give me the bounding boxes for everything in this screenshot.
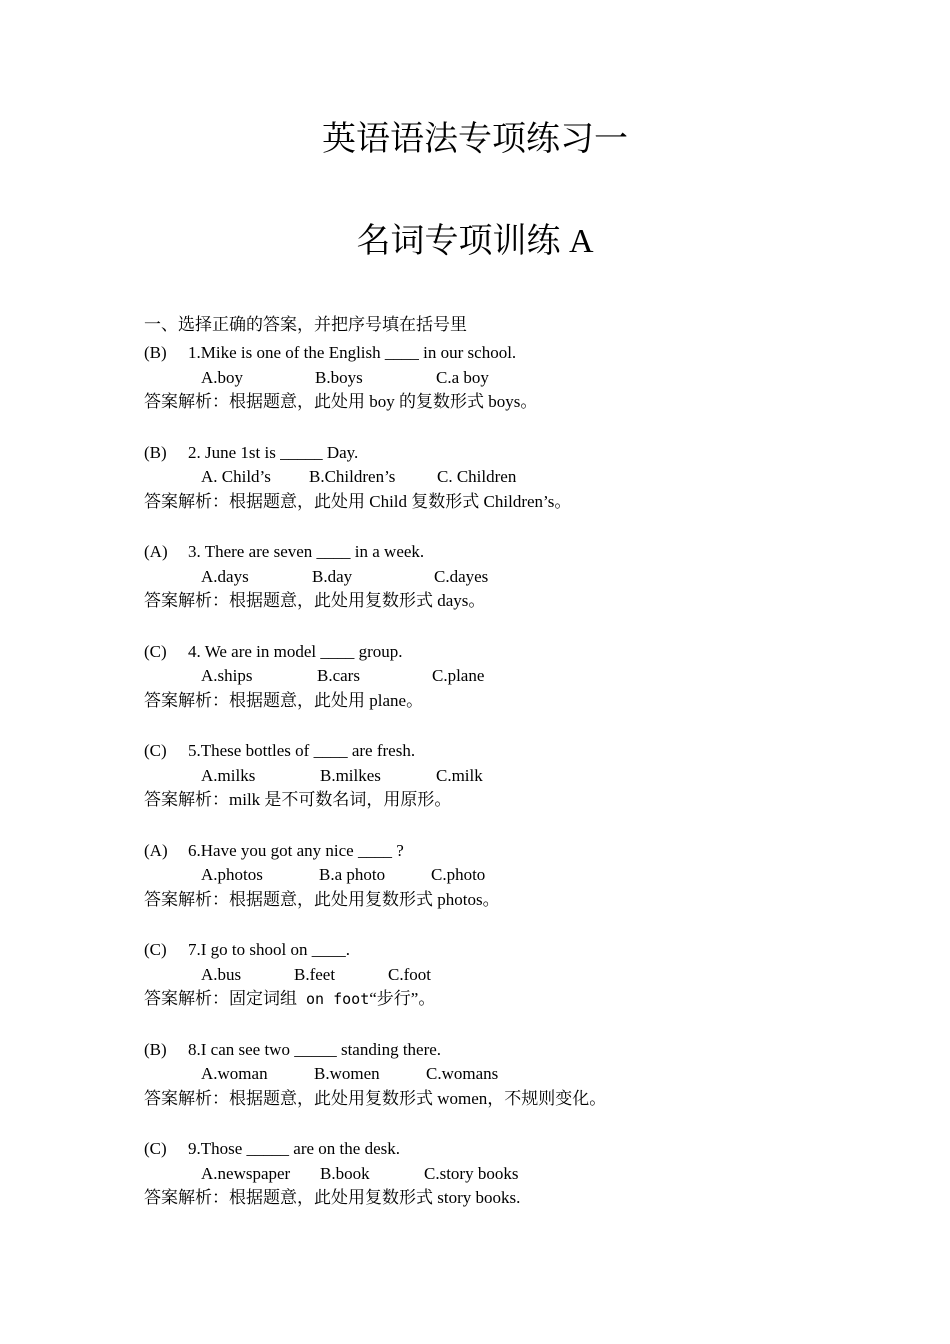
option-b: B.cars (317, 666, 360, 685)
option-a: A.woman (201, 1064, 268, 1083)
options (144, 664, 924, 689)
page-subtitle: 名词专项训练 A (356, 223, 594, 260)
question-9 (144, 1137, 924, 1237)
question-6 (144, 839, 924, 939)
question-5 (144, 739, 924, 839)
question-stem: 8.I can see two _____ standing there. (188, 1039, 442, 1059)
options (144, 366, 924, 391)
question-stem: 4. We are in model ____ group. (188, 641, 403, 661)
option-c: C.womans (426, 1064, 499, 1083)
option-c: C.foot (388, 964, 431, 984)
question-stem: 5.These bottles of ____ are fresh. (188, 741, 416, 760)
explanation-phrase: on foot (306, 990, 370, 1008)
answer-key: (B) (144, 343, 167, 362)
options (144, 1062, 924, 1087)
options (144, 465, 924, 490)
option-b: B.women (314, 1064, 380, 1083)
answer-key: (C) (144, 641, 167, 661)
option-b: B.milkes (320, 765, 381, 785)
option-c: C. Children (437, 467, 517, 486)
answer-key: (A) (144, 542, 168, 561)
options (144, 1162, 924, 1187)
option-a: A.milks (201, 765, 256, 785)
answer-explanation: 答案解析：根据题意，此处用 Child 复数形式 Children’s。 (144, 491, 572, 511)
options (144, 863, 924, 888)
answer-explanation: 答案解析：根据题意，此处用复数形式 women，不规则变化。 (144, 1088, 607, 1108)
option-b: B.day (312, 566, 353, 586)
option-c: C.photo (431, 865, 486, 884)
answer-explanation: 答案解析：根据题意，此处用复数形式 days。 (144, 591, 486, 610)
question-list (144, 341, 924, 1237)
option-c: C.milk (436, 765, 483, 785)
answer-key: (B) (144, 442, 167, 462)
answer-explanation: 答案解析：根据题意，此处用复数形式 story books. (144, 1188, 521, 1207)
option-a: A.bus (201, 964, 242, 984)
explanation-text: 答案解析：固定词组 (144, 989, 297, 1008)
option-c: C.plane (432, 666, 485, 685)
option-b: B.Children’s (309, 467, 396, 486)
page-title: 英语语法专项练习一 (322, 121, 628, 158)
question-stem: 9.Those _____ are on the desk. (188, 1139, 400, 1158)
option-a: A.days (201, 566, 249, 586)
answer-explanation: 答案解析：根据题意，此处用 plane。 (144, 690, 424, 710)
option-b: B.book (320, 1163, 370, 1183)
option-a: A.ships (201, 666, 253, 685)
answer-explanation: 答案解析：根据题意，此处用复数形式 photos。 (144, 889, 500, 909)
option-c: C.dayes (434, 566, 489, 586)
question-stem: 2. June 1st is _____ Day. (188, 442, 359, 462)
question-8 (144, 1038, 924, 1138)
question-1 (144, 341, 924, 441)
answer-key: (C) (144, 940, 167, 959)
question-4 (144, 640, 924, 740)
question-2 (144, 441, 924, 541)
answer-explanation: 答案解析：根据题意，此处用 boy 的复数形式 boys。 (144, 392, 538, 411)
options (144, 963, 924, 988)
answer-key: (A) (144, 840, 168, 860)
answer-key: (C) (144, 741, 167, 760)
answer-explanation: 答案解析：milk 是不可数名词，用原形。 (144, 790, 452, 809)
question-7 (144, 938, 924, 1038)
option-a: A.newspaper (201, 1163, 291, 1183)
option-b: B.a photo (319, 865, 386, 884)
question-stem: 6.Have you got any nice ____ ? (188, 840, 404, 860)
option-c: C.a boy (436, 367, 489, 387)
options (144, 764, 924, 789)
question-stem: 3. There are seven ____ in a week. (188, 542, 425, 561)
question-3 (144, 540, 924, 640)
explanation-text: “步行”。 (369, 989, 436, 1008)
option-b: B.boys (315, 367, 363, 387)
options (144, 565, 924, 590)
option-b: B.feet (294, 964, 336, 984)
section-heading: 一、选择正确的答案，并把序号填在括号里 (144, 315, 467, 334)
answer-key: (C) (144, 1139, 167, 1158)
option-c: C.story books (424, 1163, 519, 1183)
option-a: A. Child’s (201, 467, 271, 486)
answer-key: (B) (144, 1039, 167, 1059)
option-a: A.boy (201, 367, 244, 387)
answer-explanation (144, 987, 924, 1012)
question-stem: 1.Mike is one of the English ____ in our school. (188, 343, 517, 362)
question-stem: 7.I go to shool on ____. (188, 940, 350, 959)
option-a: A.photos (201, 865, 263, 884)
